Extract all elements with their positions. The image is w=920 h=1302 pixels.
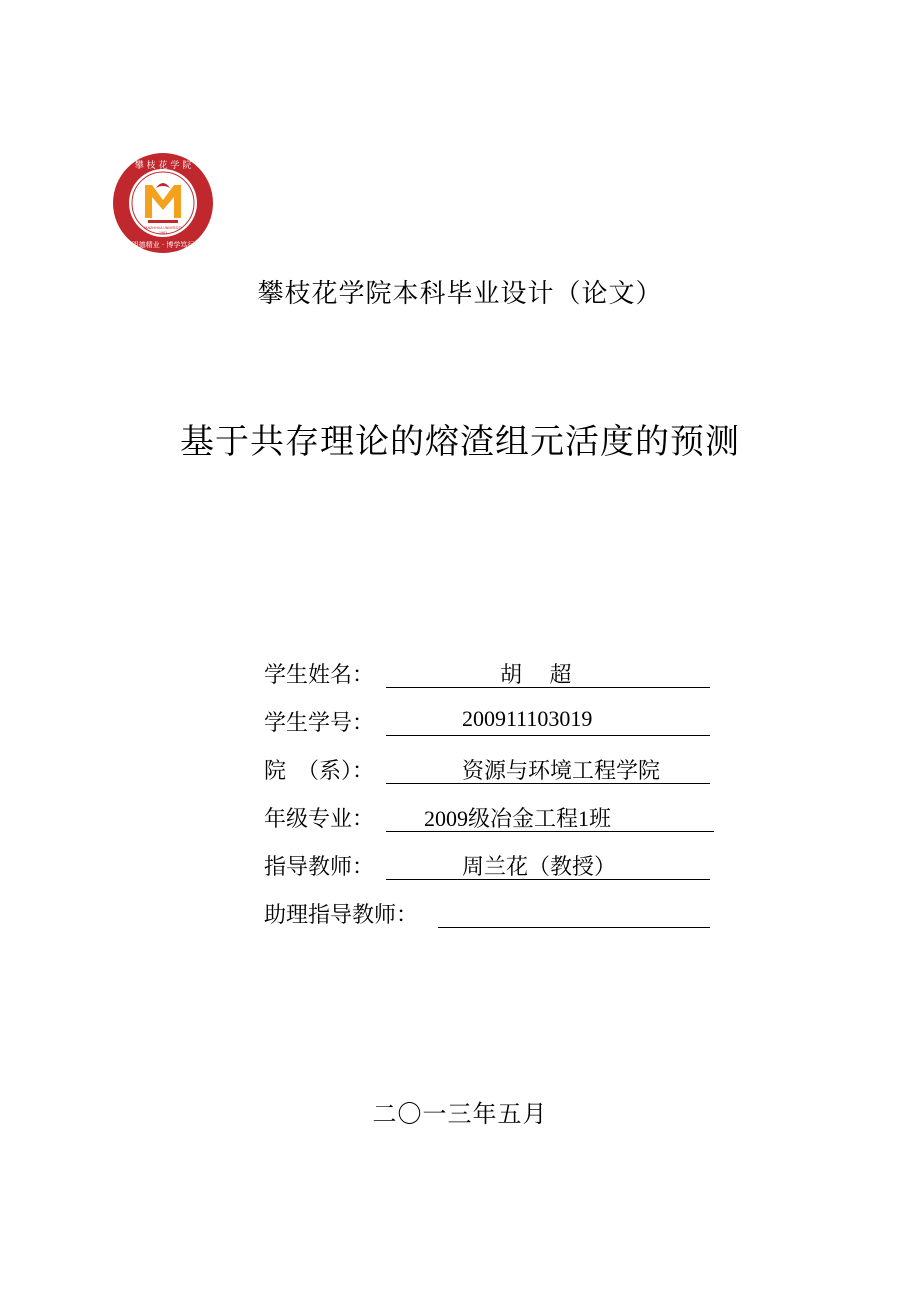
- field-label: 年级专业：: [264, 807, 375, 832]
- field-value: 200911103019: [462, 706, 593, 731]
- thesis-title: 基于共存理论的熔渣组元活度的预测: [180, 422, 740, 462]
- document-type-subtitle: 攀枝花学院本科毕业设计（论文）: [257, 279, 663, 309]
- field-underline: [438, 927, 710, 928]
- field-department: [264, 754, 724, 802]
- field-label: 学生姓名：: [264, 663, 375, 688]
- svg-text:攀 枝 花 学 院: 攀 枝 花 学 院: [134, 161, 192, 171]
- field-value: 资源与环境工程学院: [462, 758, 661, 783]
- submission-date: 二〇一三年五月: [372, 1100, 548, 1128]
- field-label: 助理指导教师：: [264, 903, 419, 928]
- field-value: 周兰花（教授）: [462, 854, 617, 879]
- field-label: 院 （系）：: [264, 759, 375, 784]
- field-underline: [386, 735, 710, 736]
- university-logo: [112, 152, 214, 254]
- field-assistant-supervisor: [264, 898, 724, 946]
- svg-text:明德精业 · 博学笃行: 明德精业 · 博学笃行: [131, 241, 195, 249]
- field-label: 指导教师：: [264, 855, 375, 880]
- field-student-id: [264, 706, 724, 754]
- field-grade-major: [264, 802, 724, 850]
- field-value: 2009级冶金工程1班: [424, 806, 612, 831]
- svg-text:1983: 1983: [158, 231, 168, 235]
- field-label: 学生学号：: [264, 711, 375, 736]
- svg-text:PANZHIHUA UNIVERSITY: PANZHIHUA UNIVERSITY: [143, 226, 183, 230]
- student-info-block: [264, 658, 724, 946]
- field-student-name: [264, 658, 724, 706]
- university-seal-icon: [112, 152, 214, 254]
- field-value: 胡 超: [500, 662, 572, 687]
- field-supervisor: [264, 850, 724, 898]
